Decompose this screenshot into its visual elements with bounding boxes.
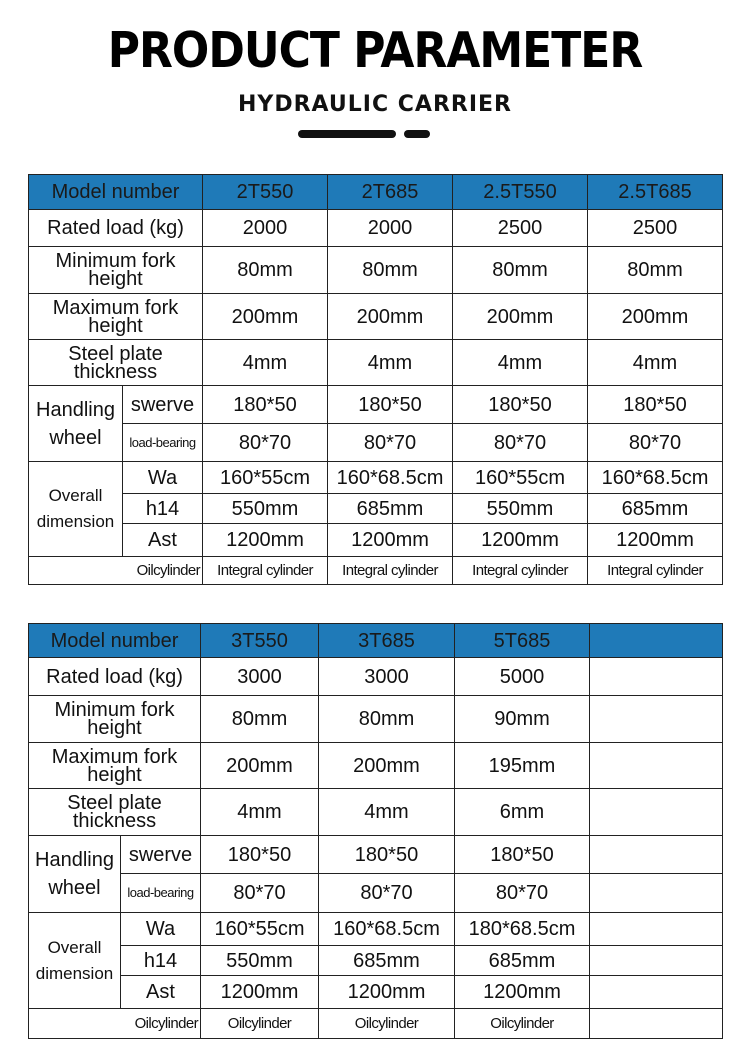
value-cell: 180*50 — [455, 836, 590, 874]
value-cell: 180*50 — [201, 836, 319, 874]
value-cell: 80*70 — [588, 424, 723, 462]
value-cell: 2000 — [203, 210, 328, 247]
oil-cylinder-label: Oilcylinder — [29, 1009, 201, 1039]
value-cell: 3000 — [201, 658, 319, 696]
value-cell: 2000 — [328, 210, 453, 247]
value-cell: 3000 — [319, 658, 455, 696]
page-subtitle: HYDRAULIC CARRIER — [238, 92, 512, 117]
value-cell: 160*68.5cm — [588, 462, 723, 494]
value-cell: 180*50 — [319, 836, 455, 874]
value-cell: Oilcylinder — [319, 1009, 455, 1039]
value-cell: Integral cylinder — [588, 557, 723, 585]
rated-load-row — [29, 210, 723, 247]
value-cell: 4mm — [319, 789, 455, 836]
rated-load-row — [29, 658, 723, 696]
spec-table-2 — [28, 623, 723, 1039]
model-cell: 5T685 — [455, 624, 590, 658]
rated-load-label: Rated load (kg) — [29, 658, 201, 696]
value-cell: 200mm — [328, 294, 453, 340]
load-bearing-label: load-bearing — [123, 424, 203, 462]
value-cell: 5000 — [455, 658, 590, 696]
value-cell: Oilcylinder — [455, 1009, 590, 1039]
value-cell: 80*70 — [319, 874, 455, 913]
value-cell: 4mm — [201, 789, 319, 836]
overall-dimension-label: Overall dimension — [29, 462, 123, 557]
value-cell: 200mm — [203, 294, 328, 340]
value-cell: 80mm — [453, 247, 588, 294]
value-cell: 160*68.5cm — [319, 913, 455, 946]
value-cell: 90mm — [455, 696, 590, 743]
value-cell: 1200mm — [319, 976, 455, 1009]
empty-cell — [590, 946, 723, 976]
empty-cell — [590, 624, 723, 658]
value-cell: 550mm — [201, 946, 319, 976]
value-cell: 4mm — [203, 340, 328, 386]
empty-cell — [590, 976, 723, 1009]
swerve-label: swerve — [123, 386, 203, 424]
value-cell: 195mm — [455, 743, 590, 789]
oil-row — [29, 557, 723, 585]
model-row — [29, 624, 723, 658]
handling-wheel-label: Handling wheel — [29, 836, 121, 913]
value-cell: 160*55cm — [201, 913, 319, 946]
value-cell: 160*68.5cm — [328, 462, 453, 494]
ast-label: Ast — [123, 524, 203, 557]
min-fork-label: Minimum fork height — [29, 696, 201, 743]
value-cell: 160*55cm — [203, 462, 328, 494]
value-cell: 80*70 — [455, 874, 590, 913]
value-cell: 200mm — [453, 294, 588, 340]
load-bearing-row — [29, 874, 723, 913]
value-cell: 80*70 — [453, 424, 588, 462]
min-fork-row — [29, 247, 723, 294]
empty-cell — [590, 789, 723, 836]
value-cell: 550mm — [203, 494, 328, 524]
value-cell: Oilcylinder — [201, 1009, 319, 1039]
rated-load-label: Rated load (kg) — [29, 210, 203, 247]
plate-label: Steel plate thickness — [29, 789, 201, 836]
value-cell: Integral cylinder — [328, 557, 453, 585]
h14-label: h14 — [123, 494, 203, 524]
model-cell: 2T685 — [328, 175, 453, 210]
value-cell: 685mm — [328, 494, 453, 524]
handling-wheel-label: Handling wheel — [29, 386, 123, 462]
wa-label: Wa — [123, 462, 203, 494]
value-cell: 6mm — [455, 789, 590, 836]
value-cell: 180*50 — [588, 386, 723, 424]
value-cell: 180*50 — [453, 386, 588, 424]
value-cell: 80mm — [328, 247, 453, 294]
load-bearing-label: load-bearing — [121, 874, 201, 913]
value-cell: 685mm — [319, 946, 455, 976]
value-cell: 80mm — [203, 247, 328, 294]
model-cell: 2.5T685 — [588, 175, 723, 210]
swerve-row — [29, 836, 723, 874]
value-cell: 4mm — [328, 340, 453, 386]
value-cell: 80*70 — [328, 424, 453, 462]
model-cell: 2.5T550 — [453, 175, 588, 210]
value-cell: 1200mm — [328, 524, 453, 557]
value-cell: 180*50 — [328, 386, 453, 424]
value-cell: 4mm — [588, 340, 723, 386]
ast-row — [29, 976, 723, 1009]
value-cell: 80*70 — [201, 874, 319, 913]
wa-row — [29, 462, 723, 494]
value-cell: 685mm — [455, 946, 590, 976]
wa-row — [29, 913, 723, 946]
value-cell: Integral cylinder — [453, 557, 588, 585]
value-cell: 200mm — [201, 743, 319, 789]
value-cell: Integral cylinder — [203, 557, 328, 585]
value-cell: 1200mm — [203, 524, 328, 557]
max-fork-label: Maximum fork height — [29, 743, 201, 789]
empty-cell — [590, 743, 723, 789]
value-cell: 1200mm — [588, 524, 723, 557]
model-cell: 3T550 — [201, 624, 319, 658]
h14-label: h14 — [121, 946, 201, 976]
oil-row — [29, 1009, 723, 1039]
overall-dimension-label: Overall dimension — [29, 913, 121, 1009]
load-bearing-row — [29, 424, 723, 462]
max-fork-row — [29, 743, 723, 789]
max-fork-label: Maximum fork height — [29, 294, 203, 340]
empty-cell — [590, 836, 723, 874]
model-cell: 3T685 — [319, 624, 455, 658]
min-fork-row — [29, 696, 723, 743]
swerve-label: swerve — [121, 836, 201, 874]
empty-cell — [590, 913, 723, 946]
empty-cell — [590, 658, 723, 696]
value-cell: 685mm — [588, 494, 723, 524]
value-cell: 1200mm — [201, 976, 319, 1009]
value-cell: 80*70 — [203, 424, 328, 462]
title-underline-long — [298, 130, 396, 138]
value-cell: 550mm — [453, 494, 588, 524]
title-underline-short — [404, 130, 430, 138]
model-row — [29, 175, 723, 210]
empty-cell — [590, 1009, 723, 1039]
page-title: PRODUCT PARAMETER — [107, 22, 643, 80]
value-cell: 1200mm — [455, 976, 590, 1009]
empty-cell — [590, 874, 723, 913]
min-fork-label: Minimum fork height — [29, 247, 203, 294]
value-cell: 180*68.5cm — [455, 913, 590, 946]
value-cell: 4mm — [453, 340, 588, 386]
wa-label: Wa — [121, 913, 201, 946]
plate-label: Steel plate thickness — [29, 340, 203, 386]
plate-row — [29, 340, 723, 386]
value-cell: 80mm — [588, 247, 723, 294]
model-cell: 2T550 — [203, 175, 328, 210]
value-cell: 2500 — [588, 210, 723, 247]
value-cell: 200mm — [588, 294, 723, 340]
h14-row — [29, 494, 723, 524]
value-cell: 2500 — [453, 210, 588, 247]
h14-row — [29, 946, 723, 976]
model-number-label: Model number — [29, 624, 201, 658]
swerve-row — [29, 386, 723, 424]
ast-label: Ast — [121, 976, 201, 1009]
empty-cell — [590, 696, 723, 743]
value-cell: 1200mm — [453, 524, 588, 557]
value-cell: 160*55cm — [453, 462, 588, 494]
oil-cylinder-label: Oilcylinder — [29, 557, 203, 585]
max-fork-row — [29, 294, 723, 340]
ast-row — [29, 524, 723, 557]
value-cell: 180*50 — [203, 386, 328, 424]
value-cell: 80mm — [201, 696, 319, 743]
spec-table-1 — [28, 174, 723, 585]
value-cell: 80mm — [319, 696, 455, 743]
plate-row — [29, 789, 723, 836]
value-cell: 200mm — [319, 743, 455, 789]
model-number-label: Model number — [29, 175, 203, 210]
